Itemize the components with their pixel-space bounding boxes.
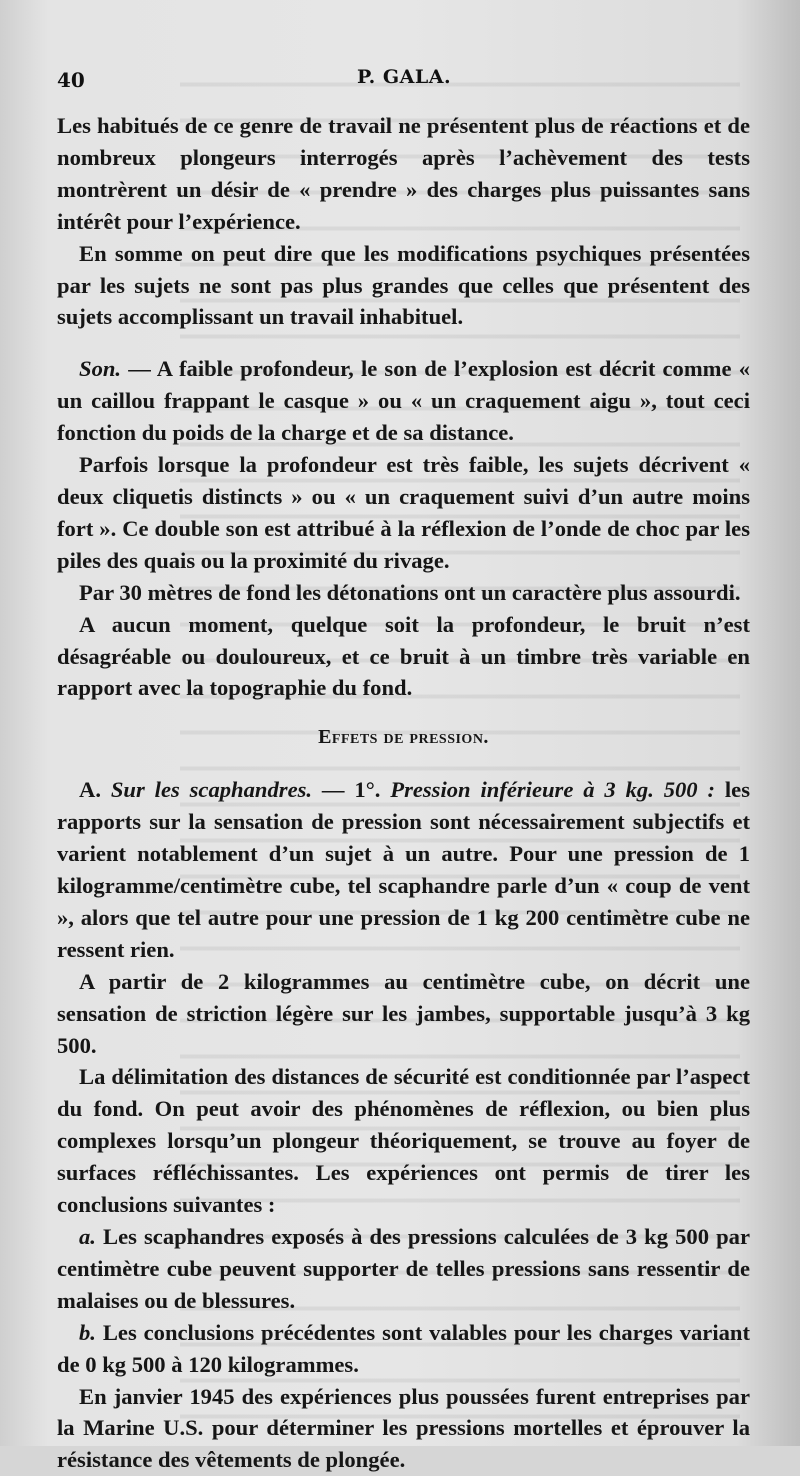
- son-paragraph: [57, 353, 750, 449]
- son-lead: Son.: [79, 356, 122, 382]
- paragraph: Parfois lorsque la profondeur est très faible, les sujets décrivent « deux cliquetis distincts » ou « un craquement suivi d’un autre moins fort ». Ce double son est attribué à la réflexion de l’onde de choc par les piles des quais ou la proximité du rivage.: [57, 452, 750, 573]
- pressure-lead-sub: Sur les scaphandres.: [110, 777, 313, 803]
- list-item: [57, 1221, 750, 1317]
- paragraph: En janvier 1945 des expériences plus poussées furent entreprises par la Marine U.S. pour déterminer les pressions mortelles et éprouver la résistance des vêtements de plongée.: [57, 1383, 750, 1473]
- paragraph: En somme on peut dire que les modifications psychiques présentées par les sujets ne sont pas plus grandes que celles que présentent des sujets accomplissant un travail inhabituel.: [57, 240, 750, 330]
- list-item: [57, 1317, 750, 1381]
- page-header: [57, 68, 747, 98]
- paragraph: La délimitation des distances de sécurité est conditionnée par l’aspect du fond. On peut avoir des phénomènes de réflexion, ou bien plus complexes lorsqu’un plongeur théoriquement, se trouve au foyer de surfaces réfléchissantes. Les expériences ont permis de tirer les conclusions suivantes :: [57, 1064, 750, 1218]
- son-text: — A faible profondeur, le son de l’explosion est décrit comme « un caillou frappant le casque » ou « un craquement aigu », tout ceci fonction du poids de la charge et de sa distance.: [57, 356, 750, 446]
- running-head: P. GALA.: [357, 66, 452, 88]
- pressure-text: les rapports sur la sensation de pression sont nécessairement subjectifs et varient notablement d’un sujet à un autre. Pour une pression de 1 kilogramme/centimètre cube, tel scaphandre parle d’un « coup de vent », alors que tel autre pour une pression de 1 kg 200 centimètre cube ne ressent rien.: [57, 777, 750, 962]
- pressure-paragraph: [57, 774, 750, 965]
- paragraph: A aucun moment, quelque soit la profondeur, le bruit n’est désagréable ou douloureux, et ce bruit à un timbre très variable en rapport avec la topographie du fond.: [57, 611, 750, 701]
- section-title: Effets de pression.: [318, 726, 489, 749]
- pressure-lead-a: A.: [79, 777, 101, 803]
- page-number: 40: [57, 68, 85, 92]
- body-text: [57, 110, 750, 1476]
- pressure-lead-dash: — 1°.: [312, 777, 391, 803]
- paragraph: Par 30 mètres de fond les détonations ont un caractère plus assourdi.: [79, 579, 741, 605]
- paragraph: Les habitués de ce genre de travail ne présentent plus de réactions et de nombreux plongeurs interrogés après l’achèvement des tests montrèrent un désir de « prendre » des charges plus puissantes sans intérêt pour l’expérience.: [57, 113, 750, 234]
- paragraph-gap: [57, 333, 750, 353]
- list-item-text: Les conclusions précédentes sont valables pour les charges variant de 0 kg 500 à 120 kilogrammes.: [57, 1319, 750, 1377]
- list-item-label: a.: [79, 1224, 96, 1249]
- list-item-text: Les scaphandres exposés à des pressions calculées de 3 kg 500 par centimètre cube peuvent supporter de telles pressions sans ressentir de malaises ou de blessures.: [57, 1224, 750, 1313]
- paragraph: A partir de 2 kilogrammes au centimètre cube, on décrit une sensation de striction légère sur les jambes, supportable jusqu’à 3 kg 500.: [57, 968, 750, 1058]
- list-item-label: b.: [79, 1319, 96, 1345]
- pressure-lead-value: Pression inférieure à 3 kg. 500 :: [390, 777, 716, 803]
